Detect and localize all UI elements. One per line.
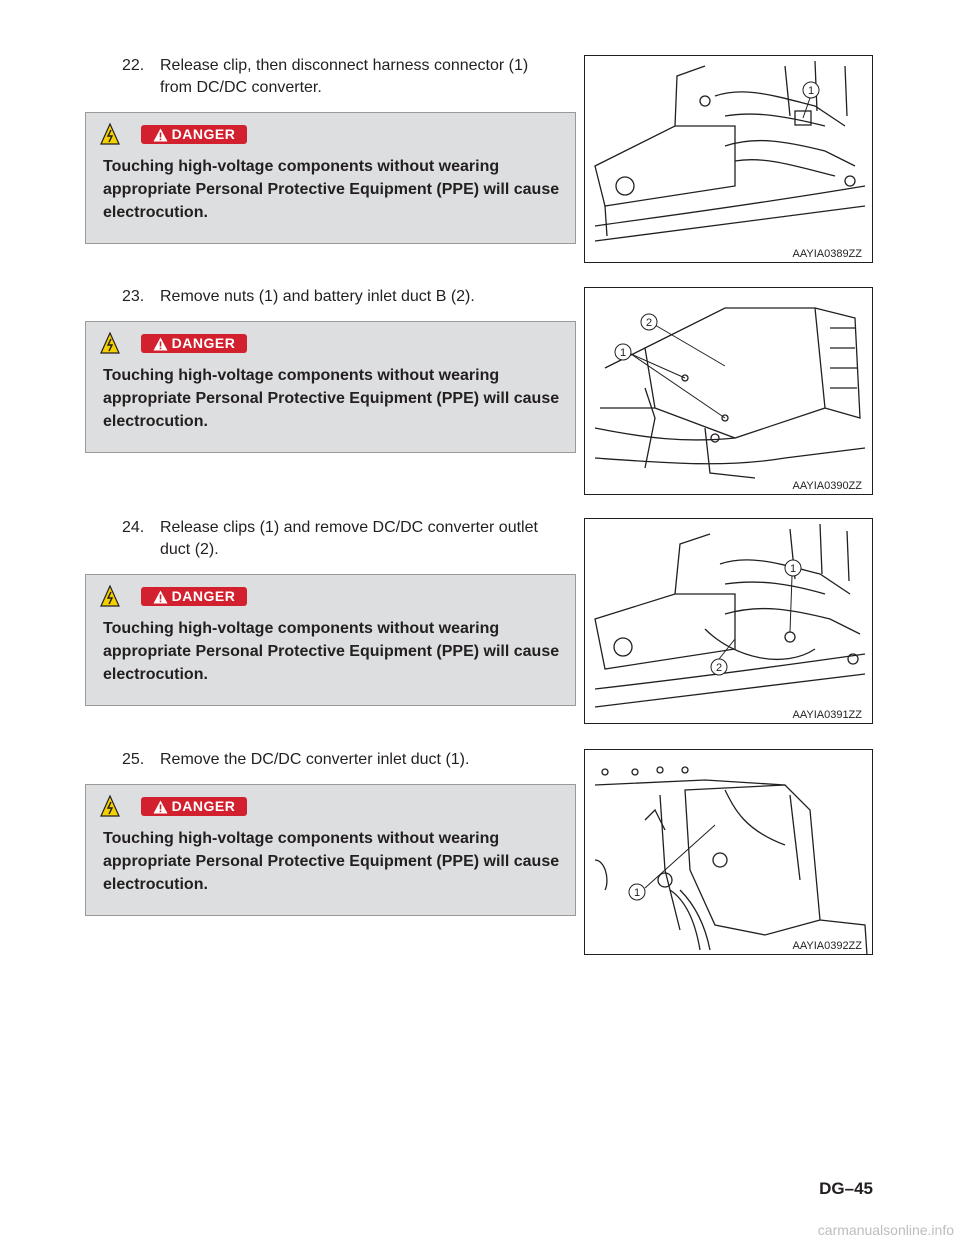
high-voltage-warning-icon <box>100 585 120 607</box>
figure-code: AAYIA0390ZZ <box>792 480 862 492</box>
danger-badge <box>141 125 247 144</box>
danger-box-4 <box>85 784 576 916</box>
figure-code: AAYIA0392ZZ <box>792 940 862 952</box>
step-23 <box>122 286 552 308</box>
alert-triangle-icon <box>153 590 168 604</box>
high-voltage-warning-icon <box>100 332 120 354</box>
callout-label: 2 <box>645 317 653 329</box>
step-text: Remove the DC/DC converter inlet duct (1). <box>160 751 470 768</box>
step-22 <box>122 55 552 99</box>
danger-label: DANGER <box>171 335 236 351</box>
callout-label: 1 <box>619 347 627 359</box>
alert-triangle-icon <box>153 337 168 351</box>
step-number: 23. <box>122 288 145 305</box>
step-25 <box>122 749 552 771</box>
line-drawing-outlet-duct <box>585 519 873 724</box>
danger-message: Touching high-voltage components without wearing appropriate Personal Protective Equipment (PPE) will cause electrocution. <box>103 367 560 430</box>
callout-label: 1 <box>633 887 641 899</box>
watermark: carmanualsonline.info <box>817 1222 954 1238</box>
danger-badge <box>141 587 247 606</box>
danger-label: DANGER <box>171 798 236 814</box>
danger-box-3 <box>85 574 576 706</box>
danger-message: Touching high-voltage components without wearing appropriate Personal Protective Equipment (PPE) will cause electrocution. <box>103 158 560 221</box>
callout-label: 1 <box>807 85 815 97</box>
figure-battery-inlet-duct-b <box>584 287 873 495</box>
callout-label: 2 <box>715 662 723 674</box>
alert-triangle-icon <box>153 800 168 814</box>
figure-code: AAYIA0391ZZ <box>792 709 862 721</box>
step-text: Release clips (1) and remove DC/DC converter outlet duct (2). <box>160 519 538 558</box>
page-number: DG–45 <box>819 1179 873 1198</box>
danger-badge <box>141 334 247 353</box>
line-drawing-inlet-duct <box>585 750 873 955</box>
danger-message: Touching high-voltage components without wearing appropriate Personal Protective Equipment (PPE) will cause electrocution. <box>103 620 560 683</box>
danger-label: DANGER <box>171 126 236 142</box>
danger-message: Touching high-voltage components without wearing appropriate Personal Protective Equipment (PPE) will cause electrocution. <box>103 830 560 893</box>
step-number: 24. <box>122 519 145 536</box>
figure-dcdc-harness-connector <box>584 55 873 263</box>
step-text: Remove nuts (1) and battery inlet duct B (2). <box>160 288 475 305</box>
high-voltage-warning-icon <box>100 123 120 145</box>
danger-label: DANGER <box>171 588 236 604</box>
line-drawing-harness-connector <box>585 56 873 263</box>
figure-code: AAYIA0389ZZ <box>792 248 862 260</box>
danger-box-1 <box>85 112 576 244</box>
figure-dcdc-inlet-duct <box>584 749 873 955</box>
danger-box-2 <box>85 321 576 453</box>
callout-label: 1 <box>789 563 797 575</box>
step-text: Release clip, then disconnect harness connector (1) from DC/DC converter. <box>160 57 529 96</box>
step-number: 22. <box>122 57 145 74</box>
step-24 <box>122 517 552 561</box>
high-voltage-warning-icon <box>100 795 120 817</box>
line-drawing-battery-inlet-duct <box>585 288 873 495</box>
danger-badge <box>141 797 247 816</box>
alert-triangle-icon <box>153 128 168 142</box>
step-number: 25. <box>122 751 145 768</box>
figure-dcdc-outlet-duct <box>584 518 873 724</box>
